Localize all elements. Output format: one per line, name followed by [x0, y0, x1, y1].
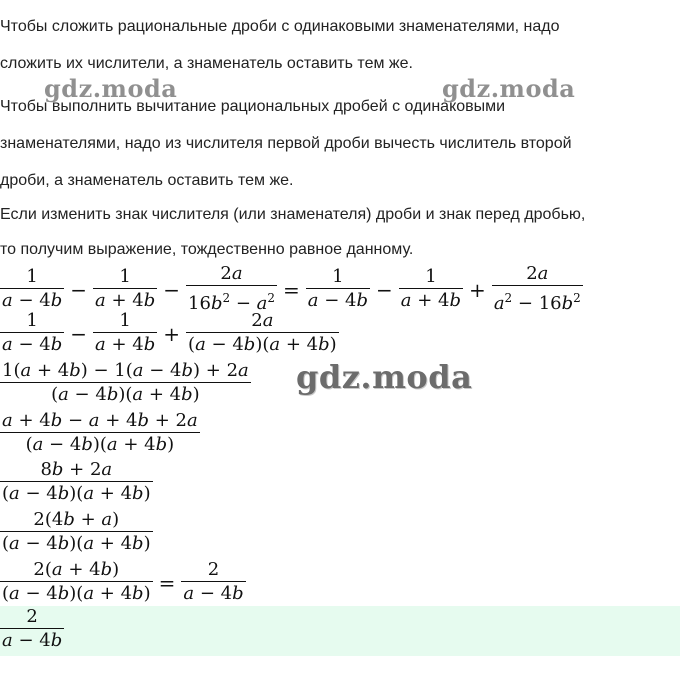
text-line-3: Чтобы выполнить вычитание рациональных дробей с одинаковыми — [0, 98, 506, 115]
final-answer: $\frac{2}{a - 4b}$ — [2, 606, 63, 651]
math-step-7: $\frac{2(a + 4b)}{(a - 4b)(a + 4b)}$ = $\frac{2}{a - 4b}$ — [2, 559, 244, 604]
math-step-3: $\frac{1(a + 4b) - 1(a - 4b) + 2a}{(a - 4b)(a + 4b)}$ — [2, 360, 249, 405]
math-step-1: $\frac{1}{a - 4b}$ − $\frac{1}{a + 4b}$ − $\frac{2a}{16b^2 - a^2}$ = $\frac{1}{a - 4b}$ − $\frac{1}{a + 4b}$ + $\frac{2a}{a^2 - 16b^2}$ — [2, 263, 581, 314]
answer-highlight — [0, 606, 680, 656]
math-step-4: $\frac{a + 4b - a + 4b + 2a}{(a - 4b)(a + 4b)}$ — [2, 410, 198, 455]
text-line-5: дроби, а знаменатель оставить тем же. — [0, 172, 294, 189]
text-line-1: Чтобы сложить рациональные дроби с одинаковыми знаменателями, надо — [0, 18, 560, 35]
watermark-right: gdz.moda — [442, 74, 576, 103]
watermark-center: gdz.moda — [296, 358, 473, 396]
math-step-5: $\frac{8b + 2a}{(a - 4b)(a + 4b)}$ — [2, 459, 151, 504]
text-line-6: Если изменить знак числителя (или знаменателя) дроби и знак перед дробью, — [0, 206, 586, 223]
watermark-left: gdz.moda — [44, 74, 178, 103]
text-line-2: сложить их числители, а знаменатель оставить тем же. — [0, 55, 413, 72]
math-step-2: $\frac{1}{a - 4b}$ − $\frac{1}{a + 4b}$ + $\frac{2a}{(a - 4b)(a + 4b)}$ — [2, 310, 337, 355]
text-line-7: то получим выражение, тождественно равное данному. — [0, 241, 414, 258]
math-step-6: $\frac{2(4b + a)}{(a - 4b)(a + 4b)}$ — [2, 509, 151, 554]
text-line-4: знаменателями, надо из числителя первой дроби вычесть числитель второй — [0, 135, 572, 152]
